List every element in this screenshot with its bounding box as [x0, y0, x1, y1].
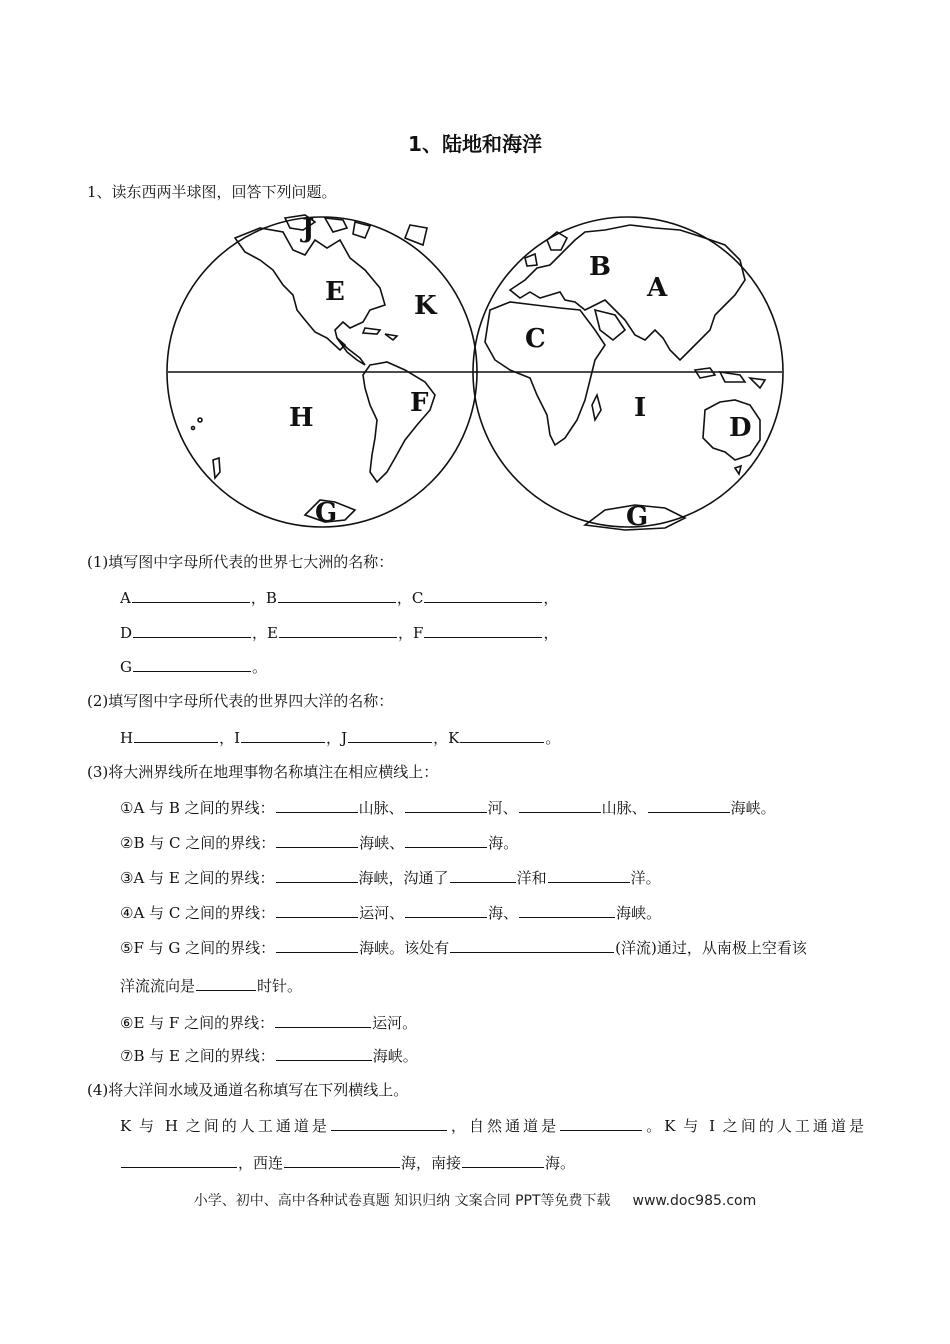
answer-blank[interactable]	[548, 867, 630, 883]
map-label-g-east: G	[626, 502, 649, 532]
map-label-f: F	[410, 388, 429, 418]
answer-blank[interactable]	[560, 1115, 642, 1131]
answer-blank-b[interactable]	[278, 587, 396, 603]
answer-blank[interactable]	[276, 867, 358, 883]
answer-blank[interactable]	[276, 832, 358, 848]
south-america-shape	[363, 362, 435, 482]
hemisphere-map	[165, 210, 785, 535]
map-label-h: H	[289, 403, 314, 433]
answer-blank[interactable]	[276, 902, 358, 918]
question-intro: 1、读东西两半球图，回答下列问题。	[87, 183, 337, 201]
answer-blank[interactable]	[405, 902, 487, 918]
answer-blank[interactable]	[519, 902, 615, 918]
page-footer	[0, 1190, 950, 1210]
q1-row-1: A ，B ，C ，	[120, 589, 559, 607]
answer-blank-i[interactable]	[241, 727, 325, 743]
q3-item-4: ④A 与 C 之间的界线： 运河、 海、 海峡。	[120, 904, 662, 922]
answer-blank-d[interactable]	[133, 622, 251, 638]
answer-blank[interactable]	[450, 867, 516, 883]
answer-blank[interactable]	[276, 1045, 372, 1061]
q4-row-1: K 与 H 之间的人工通道是 ，自然通道是 。K 与 I 之间的人工通道是	[120, 1117, 864, 1135]
q1-row-3: G 。	[120, 658, 267, 676]
answer-blank-e[interactable]	[279, 622, 397, 638]
answer-blank[interactable]	[648, 797, 730, 813]
north-america-shape	[235, 228, 385, 350]
map-label-a: A	[647, 273, 668, 303]
answer-blank-h[interactable]	[134, 727, 218, 743]
answer-blank[interactable]	[519, 797, 601, 813]
q4-prompt: (4)将大洋间水域及通道名称填写在下列横线上。	[87, 1081, 409, 1099]
q3-item-5: ⑤F 与 G 之间的界线： 海峡。该处有 (洋流)通过，从南极上空看该	[120, 939, 807, 957]
footer-text: 小学、初中、高中各种试卷真题 知识归纳 文案合同 PPT等免费下载	[193, 1193, 611, 1209]
answer-blank[interactable]	[275, 1012, 371, 1028]
answer-blank[interactable]	[121, 1152, 237, 1168]
answer-blank[interactable]	[405, 832, 487, 848]
q3-item-3: ③A 与 E 之间的界线： 海峡，沟通了 洋和 洋。	[120, 869, 661, 887]
map-label-e: E	[325, 277, 345, 307]
q2-prompt: (2)填写图中字母所代表的世界四大洋的名称：	[87, 692, 394, 710]
q3-item-5-cont: 洋流流向是 时针。	[120, 977, 303, 995]
q3-item-2: ②B 与 C 之间的界线： 海峡、 海。	[120, 834, 519, 852]
answer-blank[interactable]	[405, 797, 487, 813]
map-label-j: J	[302, 214, 315, 244]
answer-blank[interactable]	[450, 937, 614, 953]
q3-prompt: (3)将大洲界线所在地理事物名称填注在相应横线上：	[87, 763, 439, 781]
map-label-i: I	[634, 393, 647, 423]
answer-blank[interactable]	[331, 1115, 447, 1131]
map-label-d: D	[729, 413, 752, 443]
map-label-g-west: G	[315, 498, 338, 528]
answer-blank-j[interactable]	[348, 727, 432, 743]
answer-blank[interactable]	[276, 797, 358, 813]
answer-blank-g[interactable]	[133, 656, 251, 672]
map-label-c: C	[525, 324, 546, 354]
answer-blank[interactable]	[284, 1152, 400, 1168]
q2-row: H ，I ，J ，K 。	[120, 729, 561, 747]
answer-blank[interactable]	[196, 975, 256, 991]
answer-blank-f[interactable]	[424, 622, 542, 638]
answer-blank-c[interactable]	[424, 587, 542, 603]
map-label-b: B	[589, 252, 611, 282]
q3-item-1: ①A 与 B 之间的界线： 山脉、 河、 山脉、 海峡。	[120, 799, 776, 817]
q1-row-2: D ，E ，F ，	[120, 624, 559, 642]
answer-blank[interactable]	[462, 1152, 544, 1168]
answer-blank-k[interactable]	[460, 727, 544, 743]
page-title: 1、陆地和海洋	[408, 132, 542, 156]
q3-item-6: ⑥E 与 F 之间的界线： 运河。	[120, 1014, 418, 1032]
answer-blank-a[interactable]	[132, 587, 250, 603]
footer-url[interactable]: www.doc985.com	[632, 1193, 757, 1209]
q3-item-7: ⑦B 与 E 之间的界线： 海峡。	[120, 1047, 418, 1065]
q1-prompt: (1)填写图中字母所代表的世界七大洲的名称：	[87, 553, 394, 571]
answer-blank[interactable]	[276, 937, 358, 953]
q4-row-2: ，西连 海，南接 海。	[120, 1152, 575, 1173]
map-label-k: K	[414, 291, 437, 321]
